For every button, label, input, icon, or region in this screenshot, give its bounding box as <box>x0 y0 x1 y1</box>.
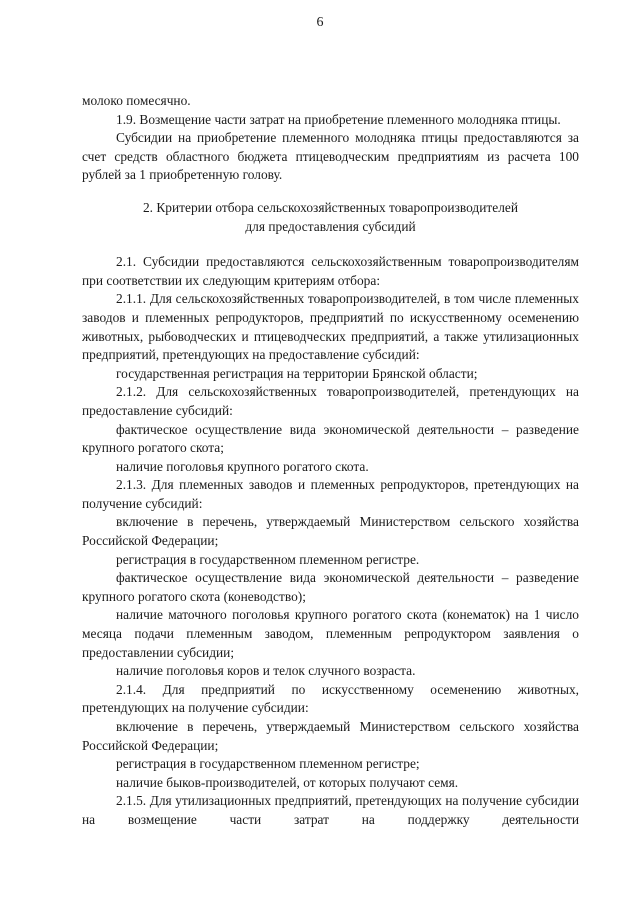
clause-2-1-4: 2.1.4. Для предприятий по искусственному осеменению животных, претендующих на получение субсидии: <box>82 681 579 716</box>
clause-2-1-5: 2.1.5. Для утилизационных предприятий, претендующих на получение субсидии на возмещение части затрат на поддержку деятельности <box>82 793 579 827</box>
clause-2-1: 2.1. Субсидии предоставляются сельскохозяйственным товаропроизводителям при соответствии их следующим критериям отбора: <box>82 254 579 288</box>
list-item: государственная регистрация на территории Брянской области; <box>116 365 478 381</box>
section-1-9-title: 1.9. Возмещение части затрат на приобретение племенного молодняка птицы. <box>116 111 561 127</box>
list-item: регистрация в государственном племенном регистре; <box>116 756 420 772</box>
list-item: наличие поголовья коров и телок случного возраста. <box>116 663 416 679</box>
list-item: наличие маточного поголовья крупного рогатого скота (конематок) на 1 число месяца подачи племенным заводом, племенным репродуктором заявления о предоставлении субсидии; <box>82 607 579 660</box>
list-item: фактическое осуществление вида экономической деятельности – разведение крупного рогатого скота (коневодство); <box>82 570 579 604</box>
clause-2-1-2: 2.1.2. Для сельскохозяйственных товаропроизводителей, претендующих на предоставление субсидий: <box>82 384 579 418</box>
section-2-heading <box>82 199 579 236</box>
list-item: регистрация в государственном племенном регистре. <box>116 551 420 567</box>
heading-line-1: 2. Критерии отбора сельскохозяйственных товаропроизводителей <box>142 199 518 215</box>
clause-2-1-1: 2.1.1. Для сельскохозяйственных товаропроизводителей, в том числе племенных заводов и племенных репродукторов, предприятий по искусственному осеменению животных, рыбоводческих и птицеводческих предприятий, а также утилизационных предприятий, претендующих на предоставление субсидий: <box>82 291 579 363</box>
list-item: наличие быков-производителей, от которых получают семя. <box>116 774 459 790</box>
list-item: включение в перечень, утверждаемый Министерством сельского хозяйства Российской Федерации; <box>82 719 579 753</box>
paragraph: молоко помесячно. <box>82 93 191 108</box>
heading-line-2: для предоставления субсидий <box>245 218 416 234</box>
page-number: 6 <box>316 15 324 30</box>
document-body <box>82 92 579 830</box>
list-item: включение в перечень, утверждаемый Министерством сельского хозяйства Российской Федерации; <box>82 514 579 549</box>
paragraph: Субсидии на приобретение племенного молодняка птицы предоставляются за счет средств областного бюджета птицеводческим предприятиям из расчета 100 рублей за 1 приобретенную голову. <box>82 130 579 183</box>
clause-2-1-3: 2.1.3. Для племенных заводов и племенных репродукторов, претендующих на получение субсидий: <box>82 477 579 511</box>
list-item: наличие поголовья крупного рогатого скота. <box>116 458 369 474</box>
list-item: фактическое осуществление вида экономической деятельности – разведение крупного рогатого скота; <box>82 421 579 456</box>
